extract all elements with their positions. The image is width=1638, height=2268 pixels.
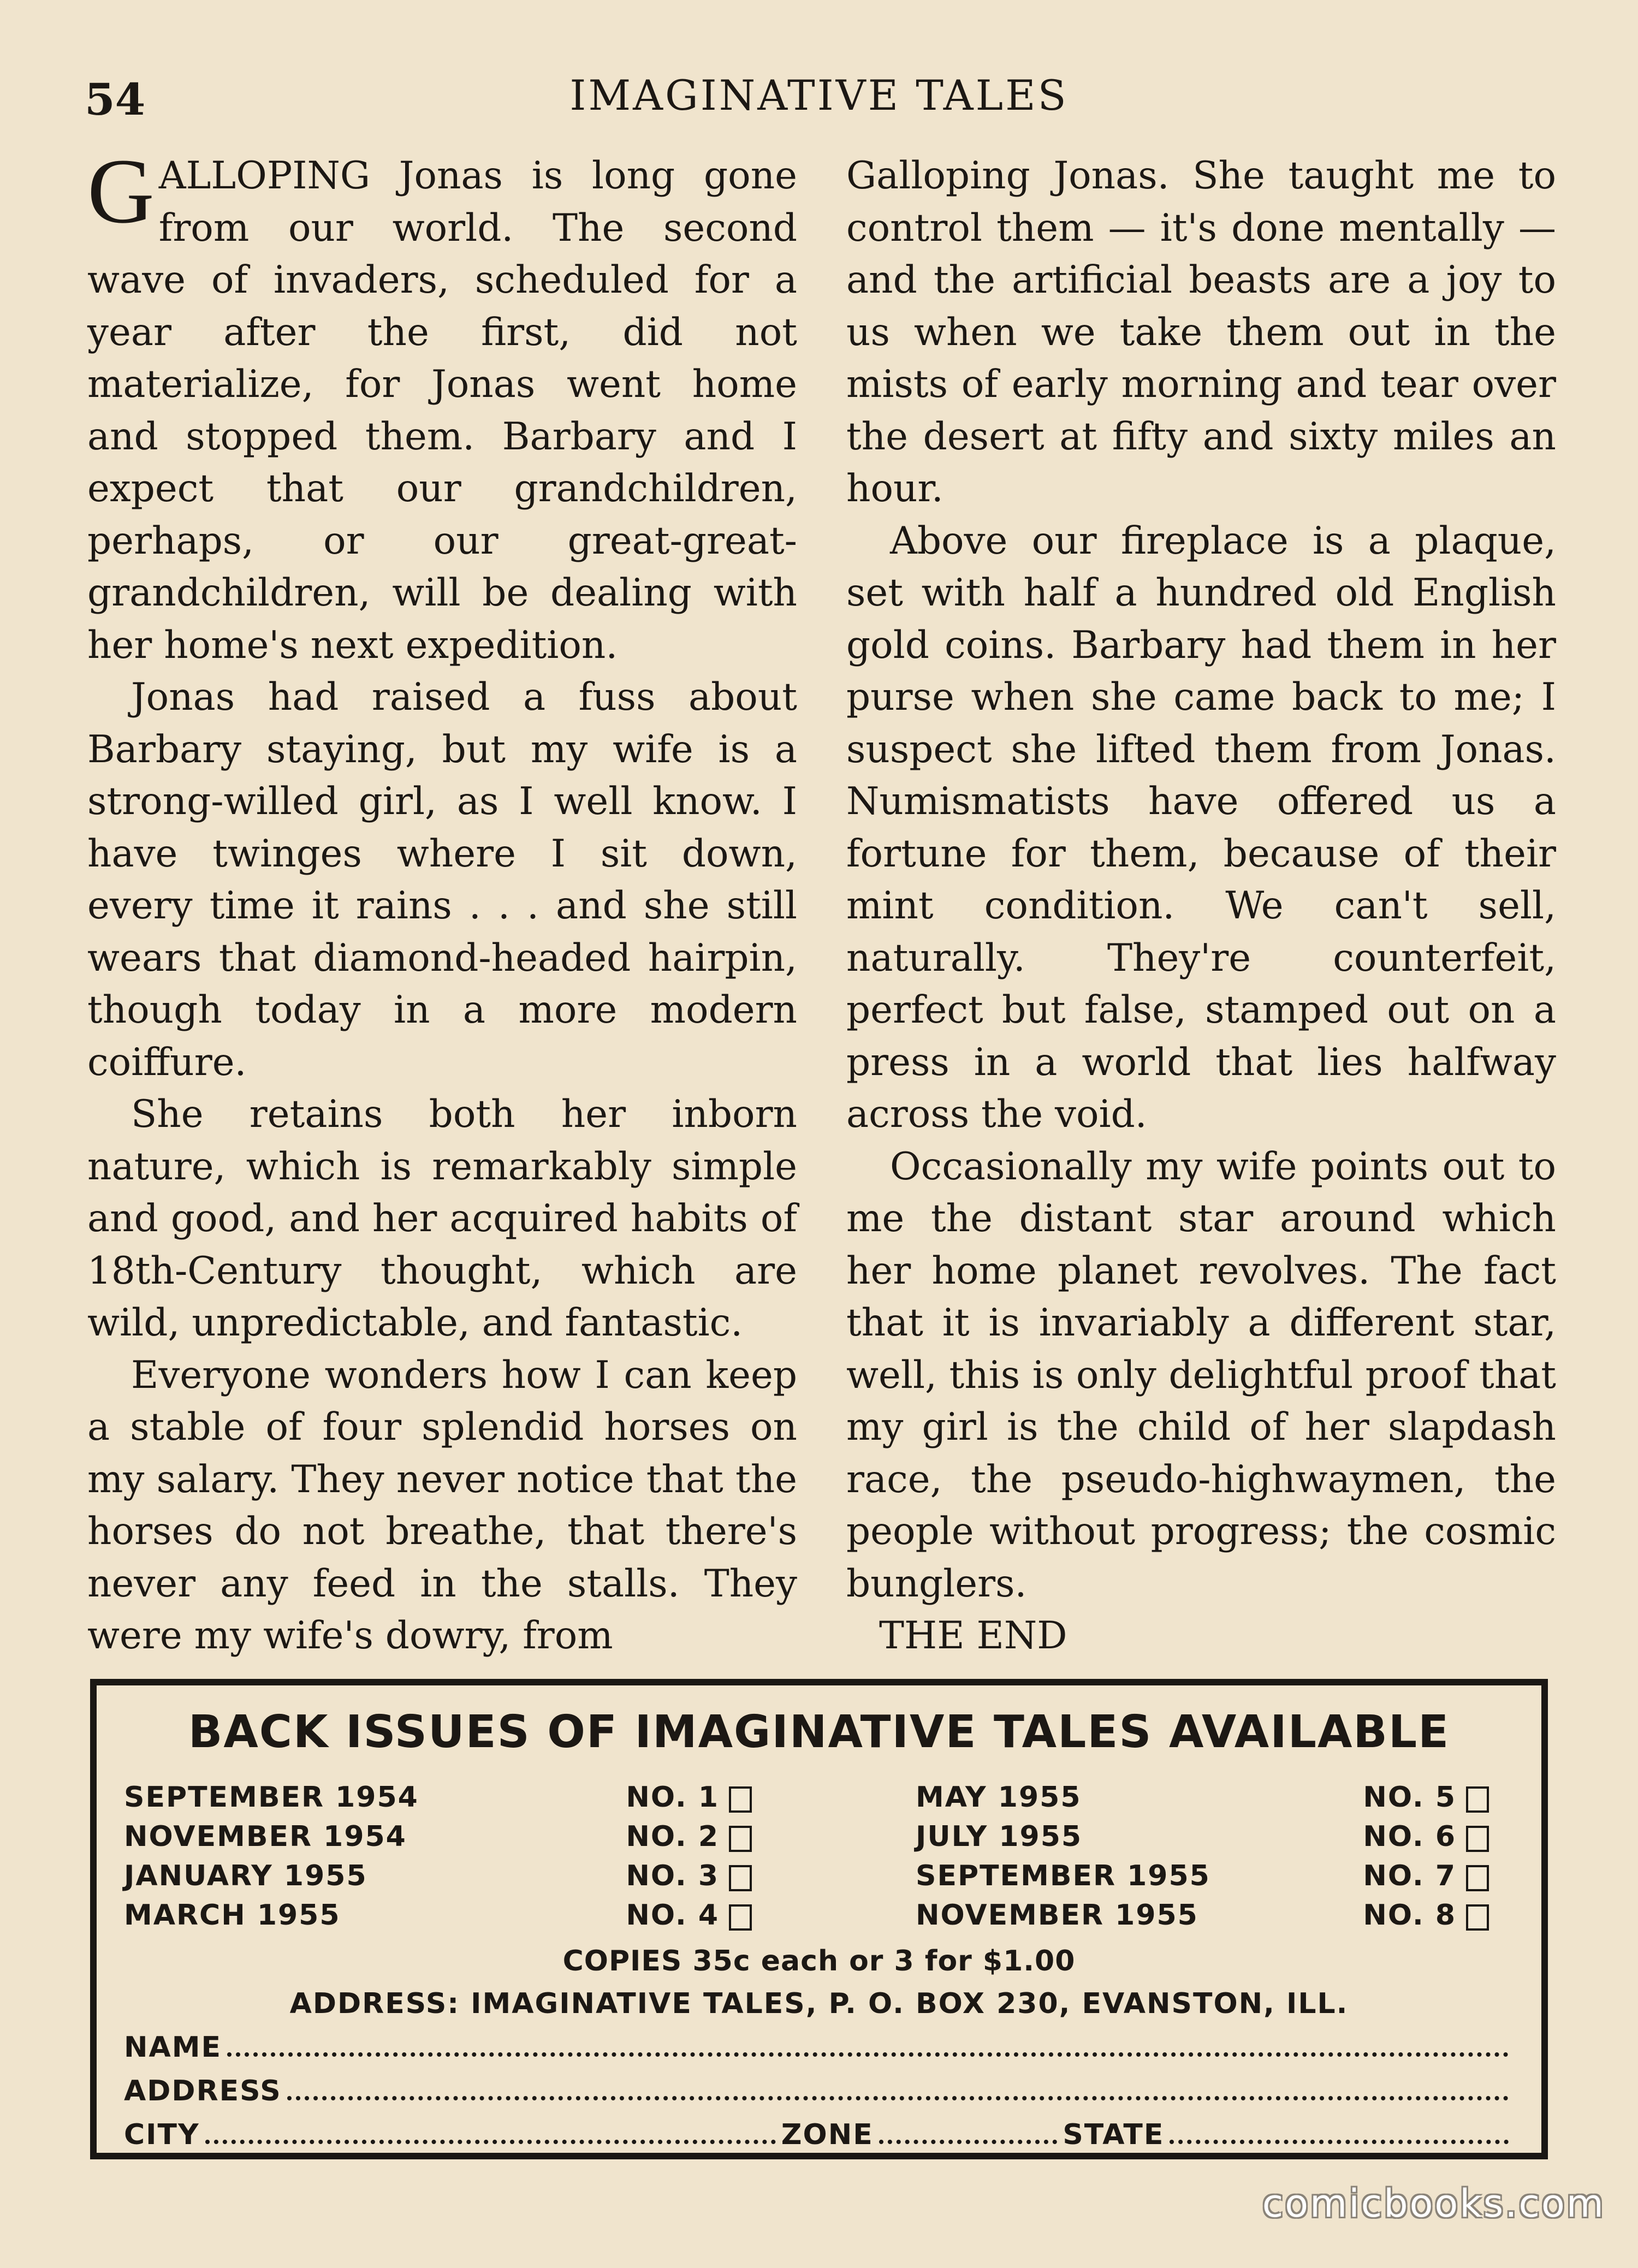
issue-date: NOVEMBER 1955 xyxy=(916,1899,1198,1932)
state-label: STATE xyxy=(1063,2118,1165,2151)
name-field[interactable] xyxy=(227,2029,1509,2057)
drop-cap: G xyxy=(87,140,155,242)
issue-number: NO. 5 xyxy=(1363,1781,1456,1814)
issue-date: SEPTEMBER 1954 xyxy=(124,1781,419,1814)
form-row-city xyxy=(124,2117,1514,2160)
paragraph: Above our fireplace is a plaque, set with half a hundred old English gold coins. Barbary had them in her purse when she came back to me; I suspect she lifted them from Jonas. Numismatists have offered us a fortune for them, because of their mint condition. We can't sell, naturally. They're counterfeit, perfect but false, stamped out on a press in a world that lies halfway across the void. xyxy=(846,519,1556,1136)
issue-checkbox[interactable] xyxy=(729,1865,752,1891)
issue-row xyxy=(916,1781,1489,1820)
issue-number: NO. 6 xyxy=(1363,1820,1456,1853)
issue-checkbox[interactable] xyxy=(1466,1904,1489,1931)
address-field[interactable] xyxy=(287,2073,1509,2100)
issue-date: NOVEMBER 1954 xyxy=(124,1820,407,1853)
zone-label: ZONE xyxy=(781,2118,874,2151)
paragraph: She retains both her inborn nature, which is remarkably simple and good, and her acquired habits of 18th-Century thought, which are wild, unpredictable, and fantastic. xyxy=(87,1093,797,1345)
price-line: COPIES 35c each or 3 for $1.00 xyxy=(562,1945,1076,1978)
name-label: NAME xyxy=(124,2031,222,2064)
issue-row xyxy=(916,1860,1489,1899)
issue-checkbox[interactable] xyxy=(729,1786,752,1813)
issue-number: NO. 2 xyxy=(626,1820,719,1853)
back-issues-ad xyxy=(90,1679,1548,2159)
paragraph: Everyone wonders how I can keep a stable of four splendid horses on my salary. They never notice that the horses do not breathe, that there's never any feed in the stalls. They were my wife's dowry, from xyxy=(87,1353,797,1658)
issue-date: SEPTEMBER 1955 xyxy=(916,1860,1210,1892)
issue-row xyxy=(124,1820,752,1860)
issue-date: JULY 1955 xyxy=(916,1820,1083,1853)
issue-row xyxy=(124,1899,752,1938)
issue-number: NO. 7 xyxy=(1363,1860,1456,1892)
ad-title: BACK ISSUES OF IMAGINATIVE TALES AVAILABLE xyxy=(188,1706,1450,1758)
paragraph xyxy=(87,140,797,672)
page-number: 54 xyxy=(85,74,146,125)
paragraph-text: ALLOPING Jonas is long gone from our world. The second wave of invaders, scheduled for a year after the first, did not materialize, for Jonas went home and stopped them. Barbary and I expect that our grandchildren, perhaps, or our great-great-grandchildren, will be dealing with her home's next expedition. xyxy=(87,154,797,667)
state-field[interactable] xyxy=(1170,2117,1509,2144)
issue-checkbox[interactable] xyxy=(1466,1826,1489,1852)
issue-date: MARCH 1955 xyxy=(124,1899,341,1932)
issues-list-left xyxy=(124,1781,752,1938)
story-column-left xyxy=(87,140,797,1663)
issue-number: NO. 1 xyxy=(626,1781,719,1814)
zone-field[interactable] xyxy=(879,2117,1058,2144)
issues-list-right xyxy=(916,1781,1489,1938)
issue-checkbox[interactable] xyxy=(729,1826,752,1852)
form-row-address xyxy=(124,2073,1514,2117)
issue-date: JANUARY 1955 xyxy=(124,1860,367,1892)
paragraph: Galloping Jonas. She taught me to control them — it's done mentally — and the artificial beasts are a joy to us when we take them out in the mists of early morning and tear over the desert at fifty and sixty miles an hour. xyxy=(846,154,1556,510)
issue-number: NO. 3 xyxy=(626,1860,719,1892)
mailing-address: ADDRESS: IMAGINATIVE TALES, P. O. BOX 230, EVANSTON, ILL. xyxy=(289,1987,1349,2020)
story-column-right xyxy=(846,150,1556,1663)
running-head: IMAGINATIVE TALES xyxy=(569,71,1069,120)
issue-row xyxy=(124,1860,752,1899)
the-end: THE END xyxy=(879,1614,1067,1658)
issue-row xyxy=(916,1899,1489,1938)
paragraph: Occasionally my wife points out to me the distant star around which her home planet revolves. The fact that it is invariably a different star, well, this is only delightful proof that my girl is the child of her slapdash race, the pseudo-highwaymen, the people without progress; the cosmic bunglers. xyxy=(846,1144,1556,1606)
city-field[interactable] xyxy=(205,2117,776,2144)
issue-row xyxy=(124,1781,752,1820)
city-label: CITY xyxy=(124,2118,200,2151)
address-label: ADDRESS xyxy=(124,2075,282,2107)
form-row-name xyxy=(124,2029,1514,2073)
issue-checkbox[interactable] xyxy=(1466,1786,1489,1813)
issue-number: NO. 8 xyxy=(1363,1899,1456,1932)
watermark: comicbooks.com xyxy=(1262,2181,1605,2226)
issue-date: MAY 1955 xyxy=(916,1781,1082,1814)
issue-checkbox[interactable] xyxy=(1466,1865,1489,1891)
issue-row xyxy=(916,1820,1489,1860)
issue-checkbox[interactable] xyxy=(729,1904,752,1931)
paragraph: Jonas had raised a fuss about Barbary staying, but my wife is a strong-willed girl, as I well know. I have twinges where I sit down, every time it rains . . . and she still wears that diamond-headed hairpin, though today in a more modern coiffure. xyxy=(87,675,797,1084)
issue-number: NO. 4 xyxy=(626,1899,719,1932)
